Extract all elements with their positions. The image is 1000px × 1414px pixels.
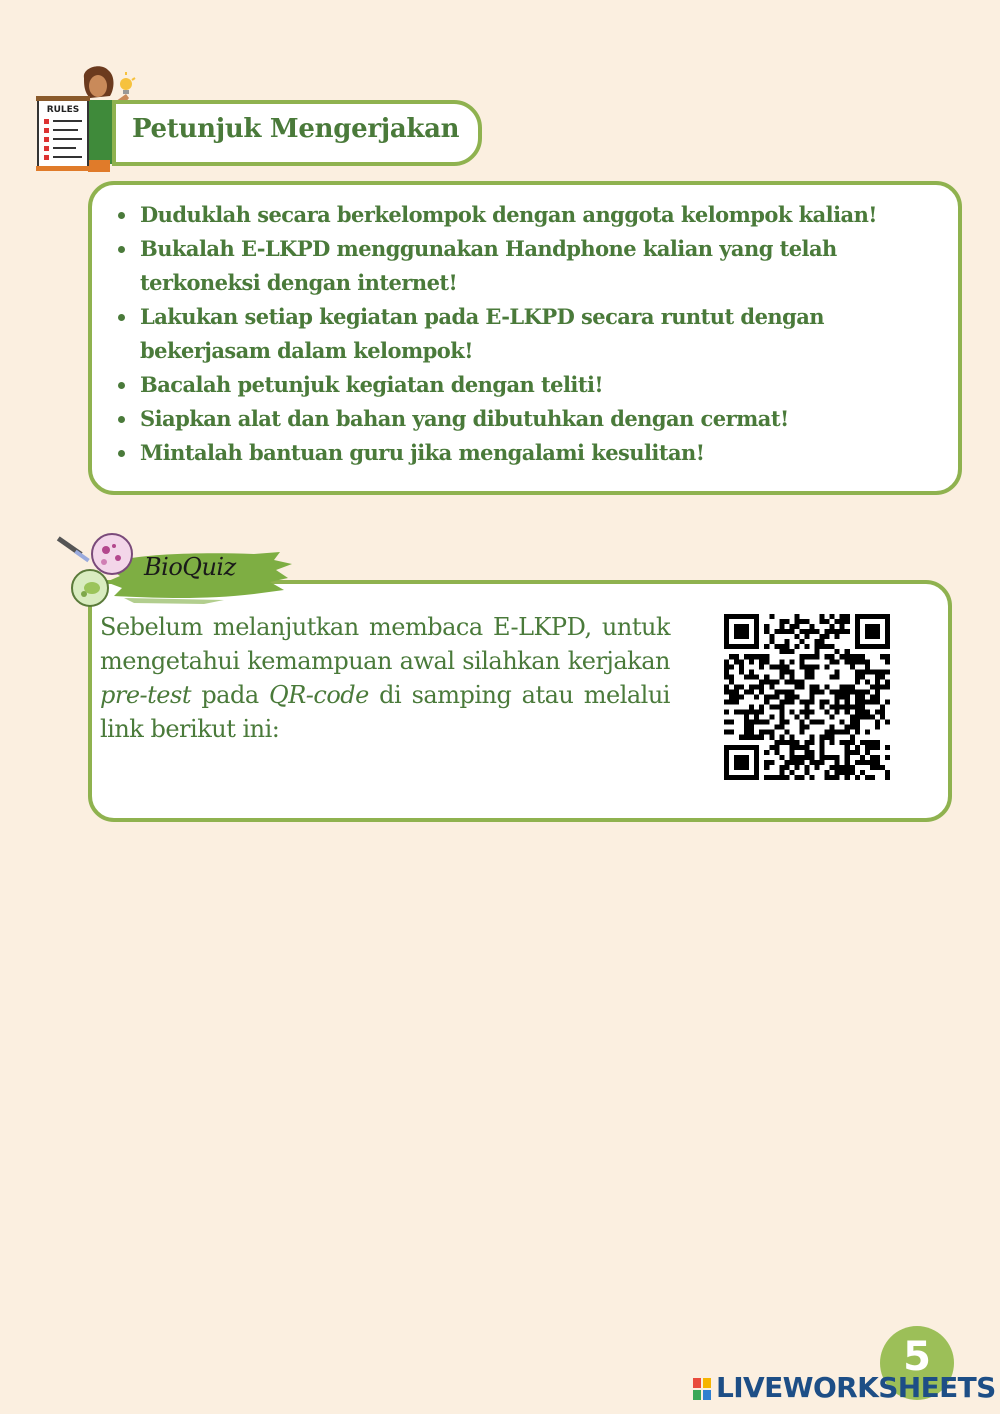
bioquiz-text-part: di samping atau melalui link berikut ini:	[100, 681, 670, 743]
microscope-petri-illustration	[54, 532, 144, 612]
qr-code[interactable]	[724, 614, 890, 780]
instruction-item: Bacalah petunjuk kegiatan dengan teliti!	[140, 368, 960, 402]
page-title: Petunjuk Mengerjakan	[132, 114, 460, 144]
bioquiz-text-part: pada	[190, 681, 270, 709]
instruction-item: Lakukan setiap kegiatan pada E-LKPD secara runtut dengan bekerjasam dalam kelompok!	[140, 300, 960, 368]
instruction-item: Duduklah secara berkelompok dengan anggota kelompok kalian!	[140, 198, 960, 232]
rules-sign-text: RULES	[46, 105, 80, 115]
bioquiz-text-part: Sebelum melanjutkan membaca E-LKPD, untuk mengetahui kemampuan awal silahkan kerjakan	[100, 613, 670, 675]
bioquiz-text	[100, 610, 670, 746]
qr-code-term: QR-code	[269, 681, 369, 709]
watermark-text: LIVEWORKSHEETS	[716, 1371, 996, 1404]
pre-test-term: pre-test	[100, 681, 191, 709]
liveworksheets-logo-icon	[693, 1378, 711, 1400]
page-number: 5	[903, 1334, 931, 1380]
instruction-item: Siapkan alat dan bahan yang dibutuhkan dengan cermat!	[140, 402, 960, 436]
instruction-item: Mintalah bantuan guru jika mengalami kesulitan!	[140, 436, 960, 470]
instructions-list	[100, 198, 960, 470]
bioquiz-label: BioQuiz	[144, 553, 236, 581]
instruction-item: Bukalah E-LKPD menggunakan Handphone kalian yang telah terkoneksi dengan internet!	[140, 232, 960, 300]
